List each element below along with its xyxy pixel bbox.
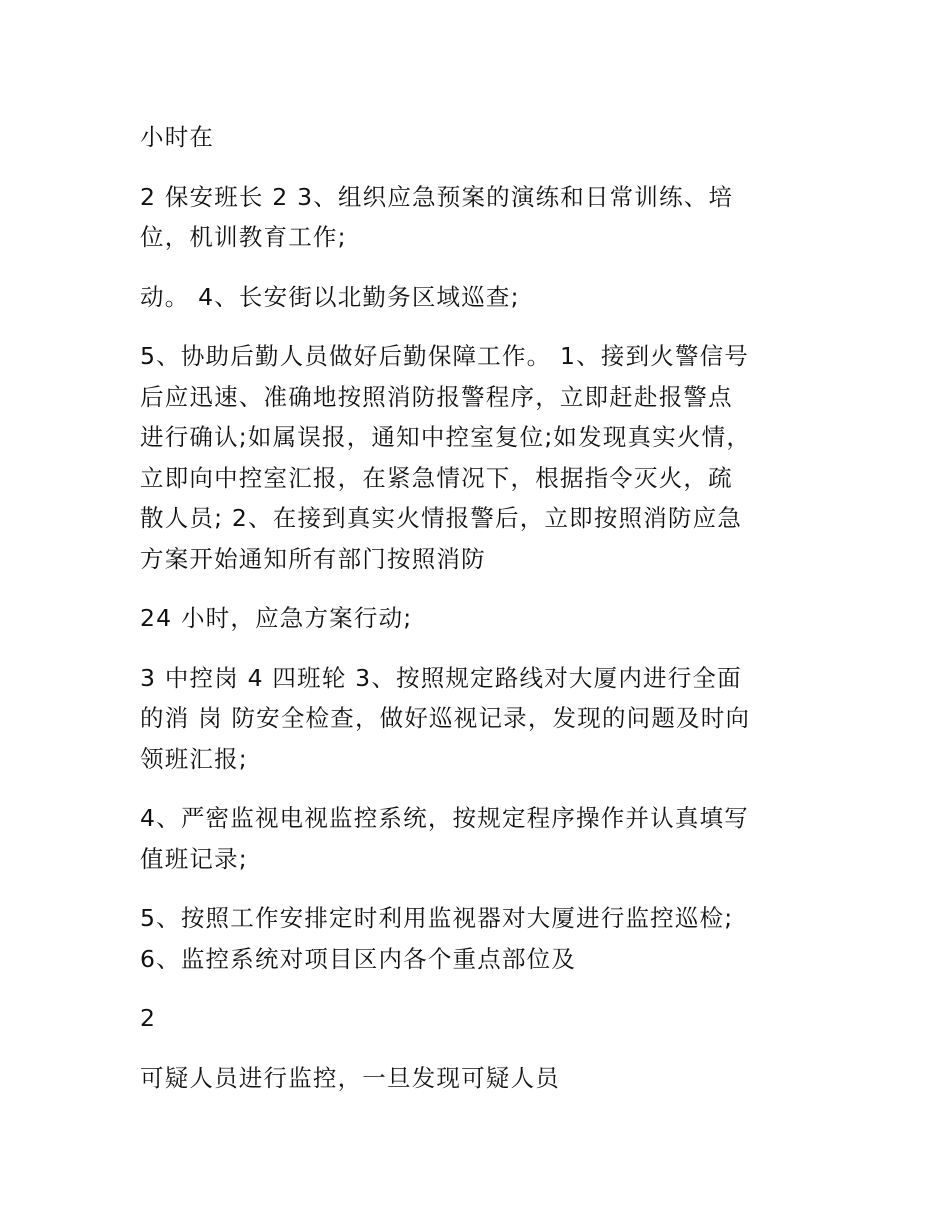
text-line: 散人员; 2、在接到真实火情报警后，立即按照消防应急 [140,504,743,532]
text-line: 的消 岗 防安全检查，做好巡视记录，发现的问题及时向 [140,704,751,732]
text-line: 5、协助后勤人员做好后勤保障工作。 1、接到火警信号 [140,342,750,370]
text-line: 后应迅速、准确地按照消防报警程序，立即赶赴报警点 [140,382,733,411]
text-line: 领班汇报; [140,744,248,773]
paragraph-5 [140,598,812,639]
text-line: 立即向中控室汇报，在紧急情况下，根据指令灭火，疏 [140,463,733,492]
paragraph-4 [140,336,812,579]
text-line: 5、按照工作安排定时利用监视器对大厦进行监控巡检; [140,904,734,932]
text-line: 值班记录; [140,844,248,873]
text-line: 6、监控系统对项目区内各个重点部位及 [140,944,577,973]
text-line: 4、严密监视电视监控系统，按规定程序操作并认真填写 [140,804,749,832]
text-line: 2 [140,1004,157,1032]
text-line: 2 保安班长 2 3、组织应急预案的演练和日常训练、培 [140,182,734,211]
text-line: 方案开始通知所有部门按照消防 [140,544,486,573]
text-line: 小时在 [140,123,215,151]
paragraph-7 [140,798,812,879]
paragraph-10 [140,1058,812,1099]
paragraph-9 [140,998,812,1039]
text-line: 24 小时，应急方案行动; [140,604,413,632]
text-line: 位，机训教育工作; [140,223,347,251]
paragraph-1 [140,117,812,158]
text-line: 3 中控岗 4 四班轮 3、按照规定路线对大厦内进行全面 [140,663,742,692]
text-line: 可疑人员进行监控，一旦发现可疑人员 [140,1063,560,1092]
paragraph-3 [140,277,812,318]
paragraph-2 [140,177,812,258]
document-body [140,117,812,1098]
paragraph-6 [140,658,812,780]
text-line: 进行确认;如属误报，通知中控室复位;如发现真实火情， [140,423,752,451]
paragraph-8 [140,898,812,979]
text-line: 动。 4、长安街以北勤务区域巡查; [140,282,520,311]
